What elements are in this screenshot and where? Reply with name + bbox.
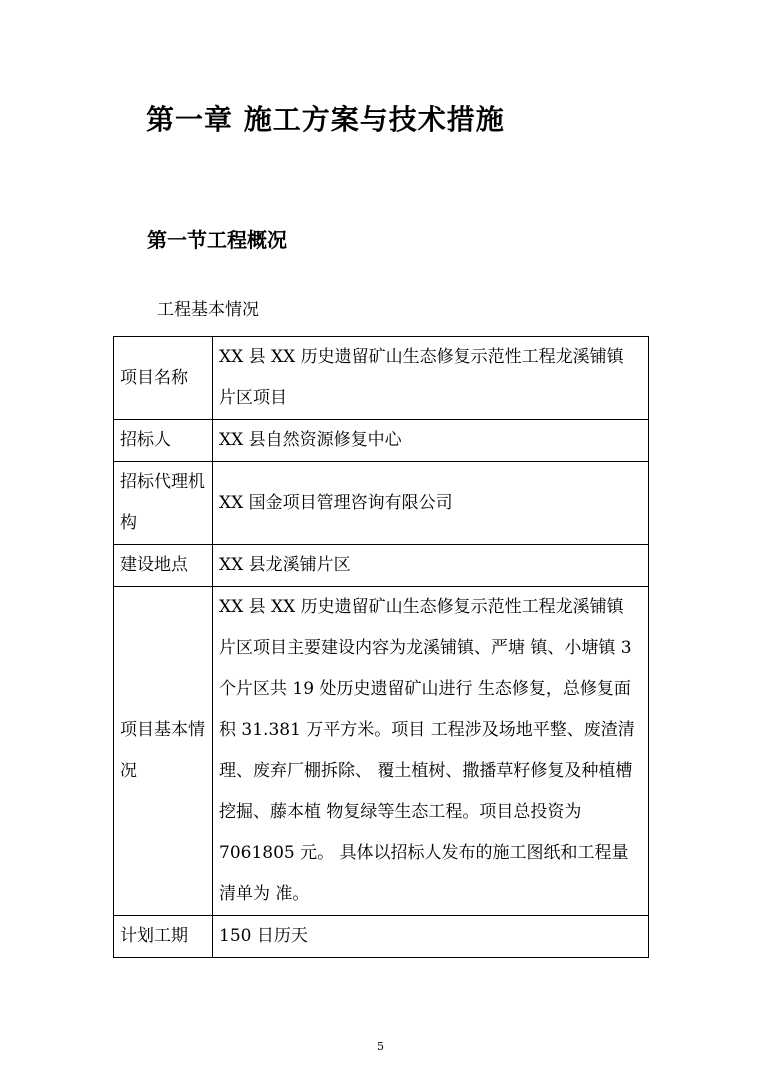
row-value: XX 县自然资源修复中心 — [213, 420, 649, 462]
project-info-table — [113, 336, 649, 958]
row-value: 150 日历天 — [213, 916, 649, 958]
section-title: 第一节工程概况 — [147, 228, 287, 252]
table-row — [114, 462, 649, 545]
row-label: 招标代理机构 — [114, 462, 213, 545]
table-caption: 工程基本情况 — [157, 300, 259, 320]
row-label: 项目基本情况 — [114, 587, 213, 916]
chapter-title: 第一章 施工方案与技术措施 — [146, 103, 505, 136]
row-value: XX 县龙溪铺片区 — [213, 545, 649, 587]
row-label: 计划工期 — [114, 916, 213, 958]
row-value: XX 县 XX 历史遗留矿山生态修复示范性工程龙溪铺镇片区项目主要建设内容为龙溪铺镇、严塘 镇、小塘镇 3 个片区共 19 处历史遗留矿山进行 生态修复，总修复面积 31.381 万平方米。项目 工程涉及场地平整、废渣清理、废弃厂棚拆除、 覆土植树、撒播草籽修复及种植槽挖掘、藤本植 物复绿等生态工程。项目总投资为 7061805 元。 具体以招标人发布的施工图纸和工程量清单为 准。 — [213, 587, 649, 916]
table-row — [114, 337, 649, 420]
row-value: XX 县 XX 历史遗留矿山生态修复示范性工程龙溪铺镇片区项目 — [213, 337, 649, 420]
table-row — [114, 545, 649, 587]
row-label: 项目名称 — [114, 337, 213, 420]
row-label: 建设地点 — [114, 545, 213, 587]
row-label: 招标人 — [114, 420, 213, 462]
table-row — [114, 587, 649, 916]
row-value: XX 国金项目管理咨询有限公司 — [213, 462, 649, 545]
table-row — [114, 420, 649, 462]
table-row — [114, 916, 649, 958]
page-number: 5 — [377, 1040, 384, 1053]
